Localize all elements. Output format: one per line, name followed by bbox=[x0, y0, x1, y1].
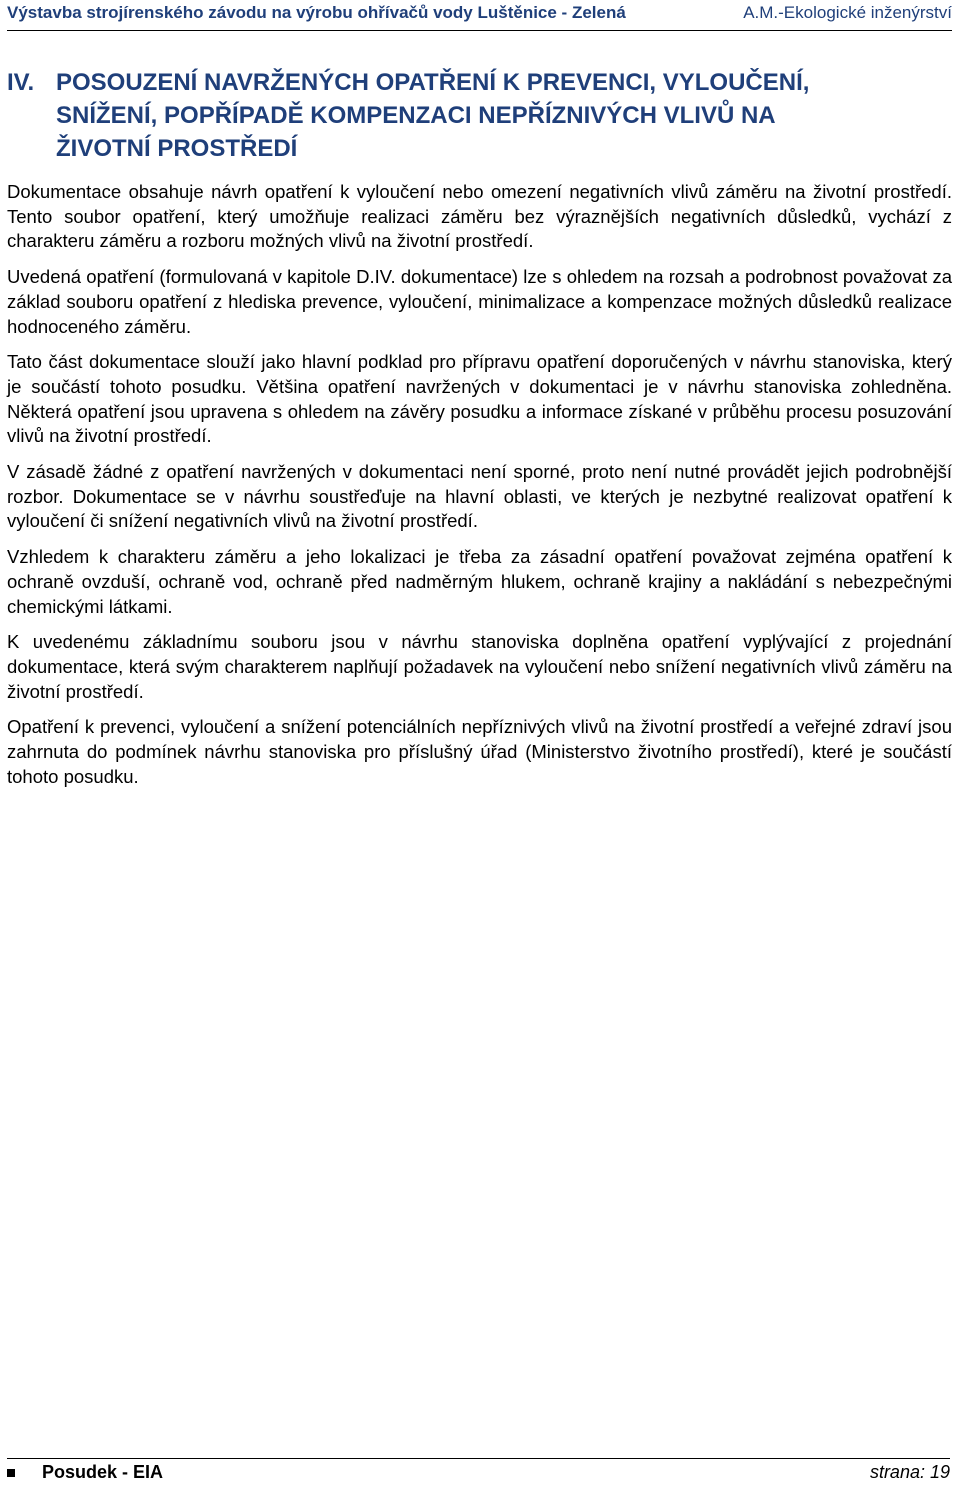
footer-page-number: strana: 19 bbox=[869, 1462, 950, 1482]
paragraph: Vzhledem k charakteru záměru a jeho lokalizaci je třeba za zásadní opatření považovat zejména opatření k ochraně ovzduší, ochraně vod, ochraně před nadměrným hlukem, ochraně krajiny a nakládání s nebezpečnými chemickými látkami. bbox=[7, 546, 952, 617]
paragraph: Tato část dokumentace slouží jako hlavní podklad pro přípravu opatření doporučených v návrhu stanoviska, který je součástí tohoto posudku. Většina opatření navržených v dokumentaci je v návrhu stanoviska zohledněna. Některá opatření jsou upravena s ohledem na závěry posudku a informace získané v průběhu procesu posuzování vlivů na životní prostředí. bbox=[7, 351, 952, 447]
section-heading bbox=[7, 66, 952, 165]
footer-document-name: Posudek - EIA bbox=[42, 1462, 164, 1482]
square-bullet-icon bbox=[7, 1469, 15, 1477]
body-text bbox=[7, 180, 952, 800]
heading-number: IV. bbox=[7, 69, 35, 96]
heading-line-1 bbox=[7, 66, 952, 99]
heading-line-1-text: POSOUZENÍ NAVRŽENÝCH OPATŘENÍ K PREVENCI, VYLOUČENÍ, bbox=[56, 69, 810, 96]
paragraph: K uvedenému základnímu souboru jsou v návrhu stanoviska doplněna opatření vyplývající z projednání dokumentace, která svým charakterem naplňují požadavek na vyloučení nebo snížení negativních vlivů záměru na životní prostředí. bbox=[7, 631, 952, 702]
heading-line-2: SNÍŽENÍ, POPŘÍPADĚ KOMPENZACI NEPŘÍZNIVÝCH VLIVŮ NA bbox=[56, 102, 776, 129]
page-footer bbox=[7, 1458, 950, 1485]
paragraph: Opatření k prevenci, vyloučení a snížení potenciálních nepříznivých vlivů na životní prostředí a veřejné zdraví jsou zahrnuta do podmínek návrhu stanoviska pro příslušný úřad (Ministerstvo životního prostředí), které je součástí tohoto posudku. bbox=[7, 716, 952, 787]
page-header bbox=[7, 0, 952, 31]
header-company: A.M.-Ekologické inženýrství bbox=[743, 3, 952, 22]
paragraph: Dokumentace obsahuje návrh opatření k vyloučení nebo omezení negativních vlivů záměru na životní prostředí. Tento soubor opatření, který umožňuje realizaci záměru bez výraznějších negativních důsledků, vychází z charakteru záměru a rozboru možných vlivů na životní prostředí. bbox=[7, 181, 952, 252]
header-project-title: Výstavba strojírenského závodu na výrobu ohřívačů vody Luštěnice - Zelená bbox=[7, 3, 626, 22]
heading-line-3: ŽIVOTNÍ PROSTŘEDÍ bbox=[56, 135, 298, 162]
paragraph: V zásadě žádné z opatření navržených v dokumentaci není sporné, proto není nutné provádět jejich podrobnější rozbor. Dokumentace se v návrhu soustřeďuje na hlavní oblasti, ve kterých je nezbytné realizovat opatření k vyloučení či snížení negativních vlivů na životní prostředí. bbox=[7, 461, 952, 532]
paragraph: Uvedená opatření (formulovaná v kapitole D.IV. dokumentace) lze s ohledem na rozsah a podrobnost považovat za základ souboru opatření z hlediska prevence, vyloučení, minimalizace a kompenzace možných důsledků realizace hodnoceného záměru. bbox=[7, 266, 952, 337]
